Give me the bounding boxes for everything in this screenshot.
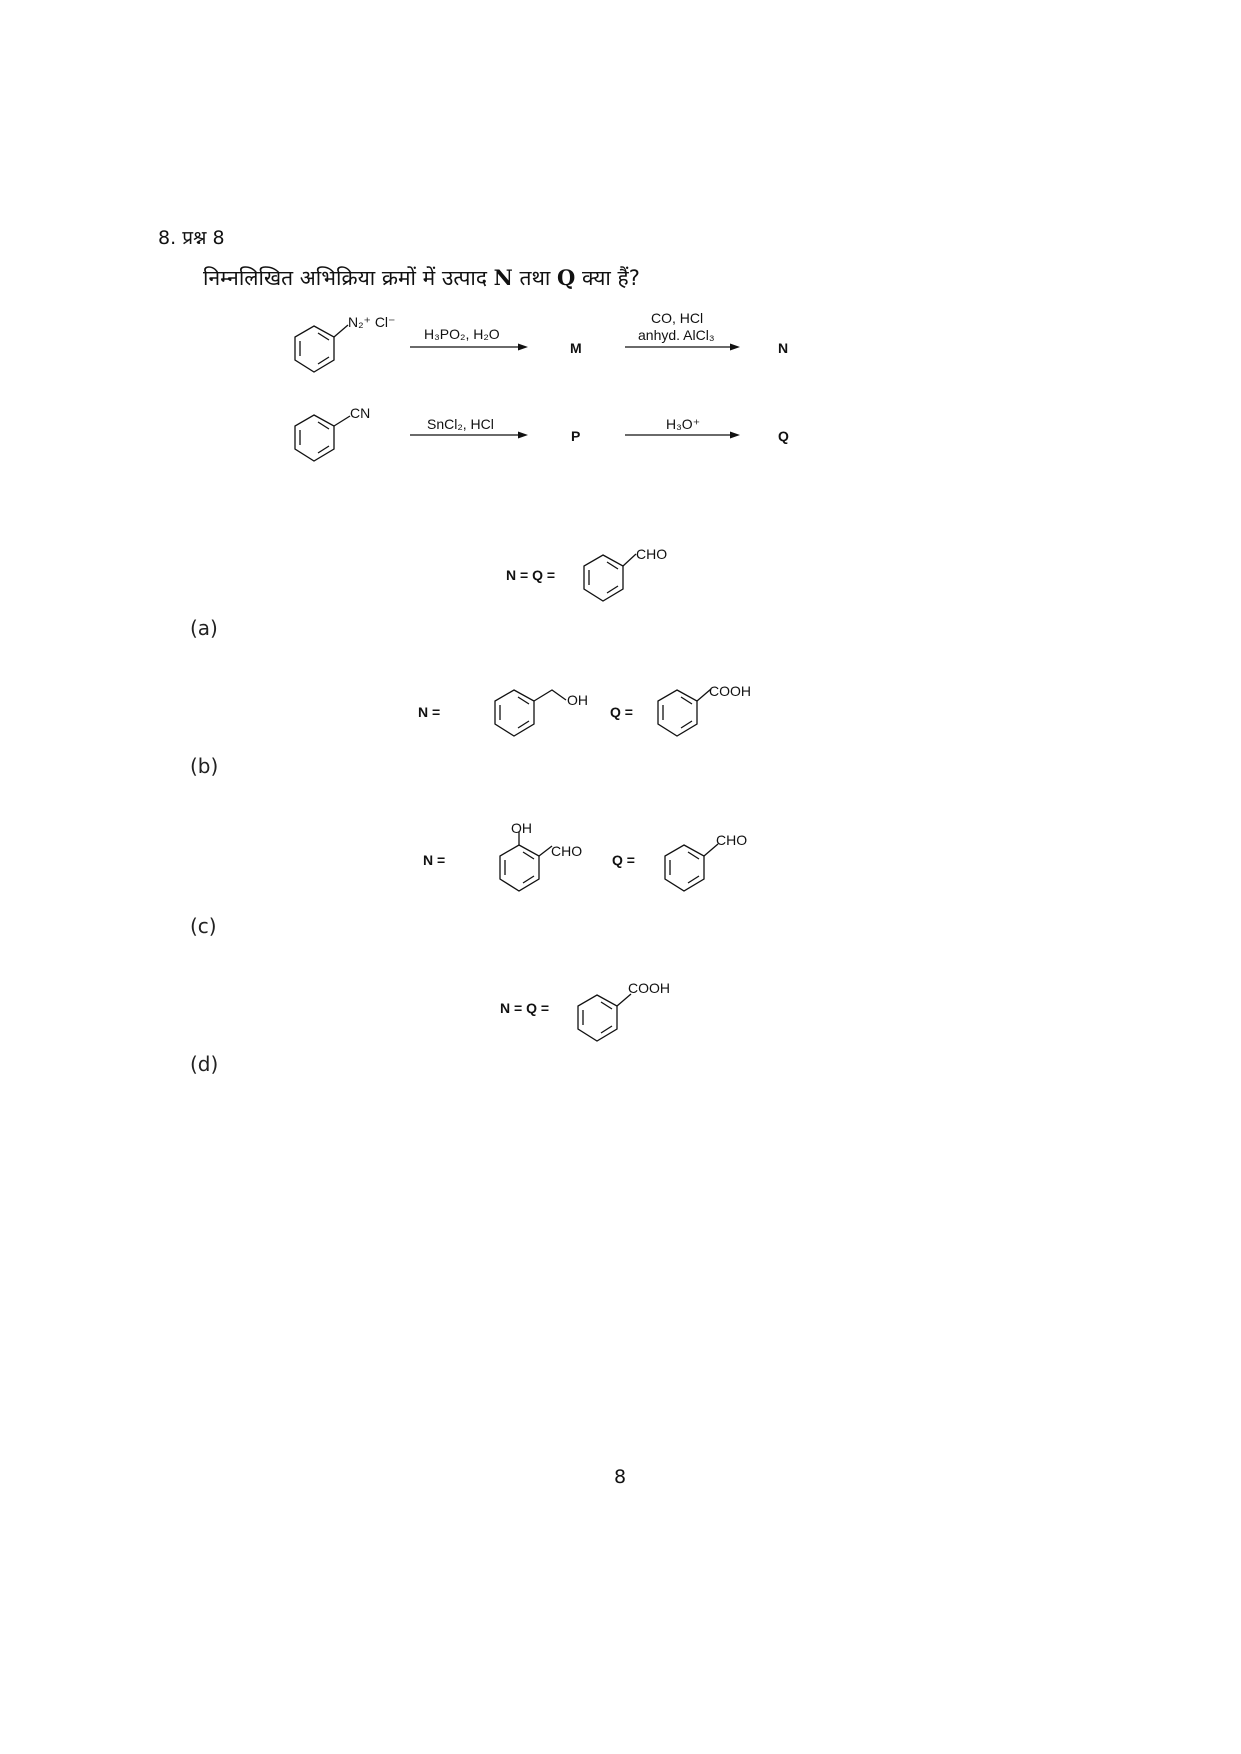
option-b-Q-equals: Q = [610, 704, 633, 720]
stem-text-end: क्या हैं? [575, 266, 640, 290]
option-c-salicylaldehyde [500, 832, 552, 891]
stem-N: N [493, 265, 513, 290]
option-c-cho: CHO [551, 843, 583, 859]
option-b-N-equals: N = [418, 704, 441, 720]
stem-text-mid: तथा [512, 266, 558, 290]
option-d-benzoic-acid [578, 994, 631, 1041]
intermediate-M: M [570, 340, 582, 356]
reagent-alcl3: anhyd. AlCl₃ [638, 327, 715, 343]
product-N: N [778, 340, 789, 356]
stem-text: निम्नलिखित अभिक्रिया क्रमों में उत्पाद [203, 266, 494, 290]
option-b-benzoic-acid [658, 689, 711, 736]
page-number: 8 [614, 1466, 627, 1488]
intermediate-P: P [571, 428, 581, 444]
option-c-label[interactable]: (c) [190, 914, 217, 938]
reagent-h3po2: H₃PO₂, H₂O [424, 326, 500, 342]
question-number: 8. [158, 227, 177, 249]
option-c-N-equals: N = [423, 852, 446, 868]
option-b-oh: OH [567, 692, 588, 708]
reagent-h3o: H₃O⁺ [666, 416, 701, 432]
product-Q: Q [778, 428, 789, 444]
option-a-equation: N = Q = [506, 567, 556, 583]
benzene-ring-row1 [295, 325, 348, 372]
stem-Q: Q [557, 265, 576, 290]
arrow-row1-1 [410, 344, 528, 351]
option-a-group: CHO [636, 546, 668, 562]
benzene-ring-row2 [295, 415, 350, 461]
option-b-label[interactable]: (b) [190, 754, 219, 778]
option-c-q-cho: CHO [716, 832, 748, 848]
option-c-Q-equals: Q = [612, 852, 635, 868]
arrow-row2-1 [410, 432, 528, 439]
nitrile-group: CN [350, 405, 371, 421]
option-c-benzaldehyde [665, 844, 718, 891]
option-a-label[interactable]: (a) [190, 616, 218, 640]
arrow-row1-2 [625, 344, 740, 351]
option-b-benzyl-alcohol [495, 690, 566, 736]
reagent-co-hcl: CO, HCl [651, 310, 704, 326]
option-a-benzaldehyde [584, 554, 636, 601]
question-title: प्रश्न 8 [182, 227, 225, 249]
option-c-oh: OH [511, 820, 532, 836]
option-d-equation: N = Q = [500, 1000, 550, 1016]
diazonium-group: N₂⁺ Cl⁻ [348, 314, 396, 330]
reagent-sncl2: SnCl₂, HCl [427, 416, 494, 432]
option-d-label[interactable]: (d) [190, 1052, 219, 1076]
option-b-cooh: COOH [709, 683, 751, 699]
option-d-group: COOH [628, 980, 670, 996]
